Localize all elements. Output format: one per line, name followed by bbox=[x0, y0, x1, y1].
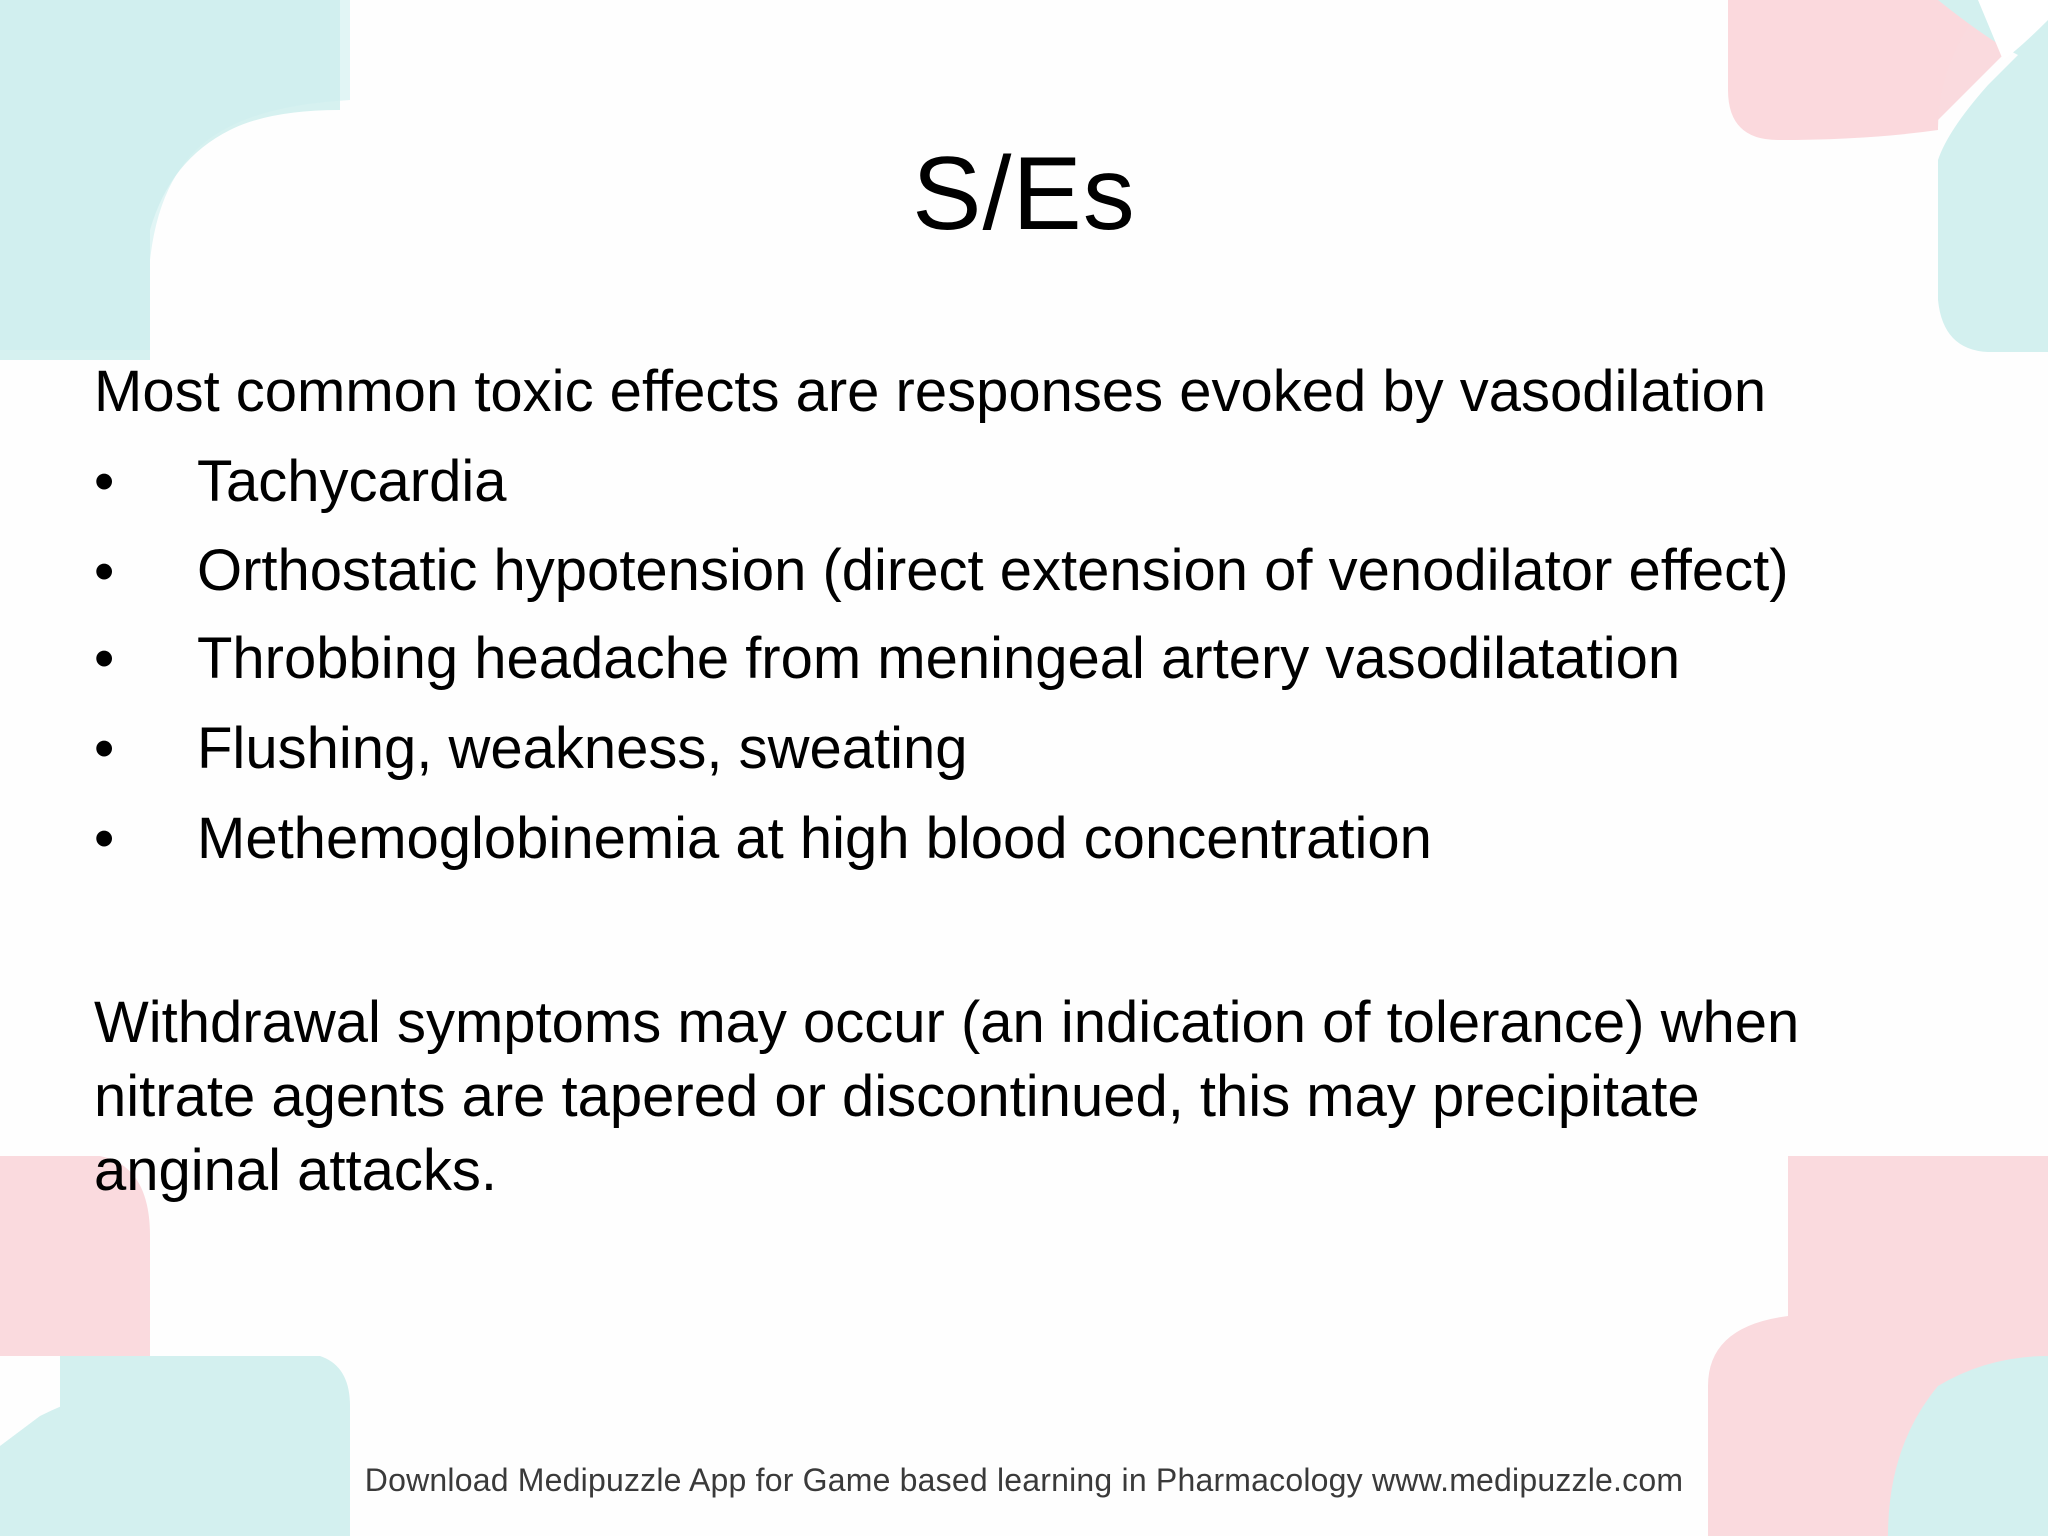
bullet-marker: • bbox=[94, 449, 115, 514]
bullet-marker: • bbox=[94, 626, 115, 691]
list-item bbox=[94, 535, 1954, 606]
slide-title: S/Es bbox=[912, 136, 1136, 252]
list-item bbox=[94, 622, 1954, 696]
bullet-marker: • bbox=[94, 716, 115, 781]
slide-body bbox=[94, 355, 1954, 1208]
intro-text: Most common toxic effects are responses evoked by vasodilation bbox=[94, 359, 1767, 424]
bullet-text: Methemoglobinemia at high blood concentration bbox=[197, 806, 1432, 871]
list-item bbox=[94, 445, 1954, 519]
footer-promo-text: Download Medipuzzle App for Game based learning in Pharmacology www.medipuzzle.com bbox=[364, 1462, 1684, 1498]
list-item bbox=[94, 712, 1954, 786]
bullet-text: Orthostatic hypotension (direct extension of venodilator effect) bbox=[197, 538, 1789, 603]
bullet-list bbox=[94, 445, 1954, 876]
bullet-text: Throbbing headache from meningeal artery vasodilatation bbox=[197, 626, 1681, 691]
list-item bbox=[94, 802, 1954, 876]
bullet-text: Tachycardia bbox=[197, 449, 507, 514]
bullet-marker: • bbox=[94, 806, 115, 871]
bullet-marker: • bbox=[94, 539, 115, 604]
closing-text: Withdrawal symptoms may occur (an indication of tolerance) when nitrate agents are tapered or discontinued, this may precipitate anginal attacks. bbox=[94, 990, 1800, 1203]
bullet-text: Flushing, weakness, sweating bbox=[197, 716, 968, 781]
